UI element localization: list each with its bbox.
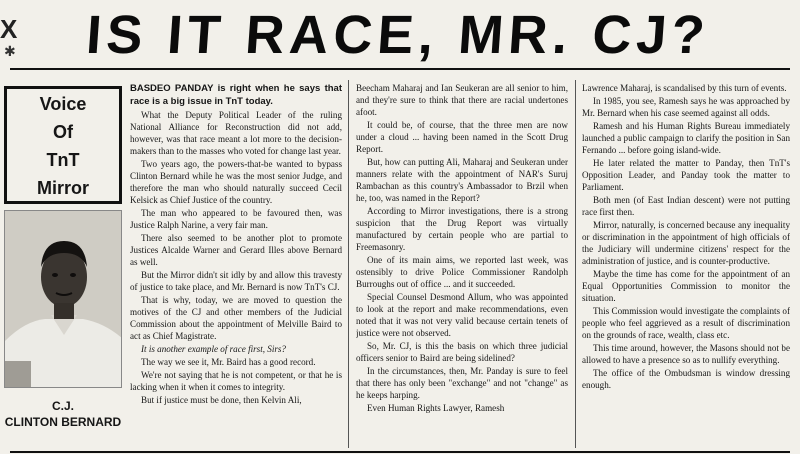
paragraph: Mirror, naturally, is concerned because any inequality or discrimination in the appointment of high officials of the Judiciary will undermine citizens' respect for the administration of justice, and is counter-productive. (582, 220, 790, 266)
paragraph: The man who appeared to be favoured then, was Justice Ralph Narine, a very fair man. (130, 208, 342, 230)
article-column-3 (582, 82, 790, 450)
portrait-illustration (5, 211, 122, 388)
page-headline: IS IT RACE, MR. CJ? (84, 5, 712, 65)
bottom-rule (10, 451, 790, 453)
caption-line-1: C.J. (51, 399, 74, 413)
article-column-2 (356, 82, 568, 450)
paragraph: The office of the Ombudsman is window dressing enough. (582, 368, 790, 390)
paragraph: Both men (of East Indian descent) were not putting race first then. (582, 195, 790, 217)
caption-line-2: CLINTON BERNARD (4, 415, 122, 429)
star-icon: ✱ (4, 44, 16, 60)
paragraph: That is why, today, we are moved to question the motives of the CJ and other members of the Judicial Commission about the appointment of Melville Baird to act as Chief Magistrate. (130, 295, 342, 341)
lead-paragraph (130, 82, 342, 108)
paragraph: What the Deputy Political Leader of the ruling National Alliance for Reconstruction did not add, however, was that race meant a lot more to the decision-makers than to the masses who voted for change last year. (130, 110, 342, 156)
column-divider (575, 80, 576, 448)
headline-rule (10, 68, 790, 70)
italic-paragraph: It is another example of race first, Sirs? (141, 344, 286, 354)
paragraph: We're not saying that he is not competent, or that he is lacking when it when it comes to integrity. (130, 370, 342, 392)
paragraph: In the circumstances, then, Mr. Panday is sure to feel that there has only been "exchange" and not "change" as he keeps harping. (356, 366, 568, 400)
paragraph: One of its main aims, we reported last week, was ostensibly to drive Police Commissioner Randolph Burroughs out of office ... and it succeeded. (356, 255, 568, 289)
paragraph: In 1985, you see, Ramesh says he was approached by Mr. Bernard when his case seemed against all odds. (582, 96, 790, 118)
paragraph: But, how can putting Ali, Maharaj and Seukeran under manners relate with the appointment of NAR's Suruj Rambachan as this country's Ambassador to Brzil when he, too, was named in the Report? (356, 157, 568, 203)
column-title-line-3: TnT (46, 150, 80, 170)
paragraph: But if justice must be done, then Kelvin Ali, (141, 395, 302, 405)
paragraph: Beecham Maharaj and Ian Seukeran are all senior to him, and they're sure to think that there are racial undertones afoot. (356, 83, 568, 117)
column-divider (348, 80, 349, 448)
paragraph: Maybe the time has come for the appointment of an Equal Opportunities Commission to monitor the situation. (582, 269, 790, 303)
column-title-box (4, 86, 122, 204)
lead-caps-text: BASDEO PANDAY is right when he says that race is a big issue in TnT today. (130, 83, 342, 107)
margin-x-mark: X (0, 14, 18, 44)
column-title-line-2: Of (53, 122, 73, 142)
photo-caption (4, 398, 122, 430)
column-title-line-4: Mirror (36, 178, 89, 198)
paragraph: This time around, however, the Masons should not be allowed to have a presence so as to nullify everything. (582, 343, 790, 365)
paragraph: He later related the matter to Panday, then TnT's Opposition Leader, and Panday took the matter to Parliament. (582, 158, 790, 192)
paragraph: Ramesh and his Human Rights Bureau immediately launched a public campaign to clarify the position in San Fernando ... before going island-wide. (582, 121, 790, 155)
paragraph: Special Counsel Desmond Allum, who was appointed to look at the report and make recommendations, even noted that it was not very valid because certain tenets of justice were not observed. (356, 292, 568, 338)
portrait-photo (4, 210, 122, 388)
paragraph: Lawrence Maharaj, is scandalised by this turn of events. (582, 83, 787, 93)
paragraph: This Commission would investigate the complaints of people who feel aggrieved as a result of discrimination on the grounds of race, wealth, class etc. (582, 306, 790, 340)
paragraph: According to Mirror investigations, there is a strong suspicion that the Drug Report was virtually manufactured by certain people who are partial to Freemasonry. (356, 206, 568, 252)
paragraph: There also seemed to be another plot to promote Justices Alcalde Warner and Gerard Illes above Bernard as well. (130, 233, 342, 267)
paragraph: So, Mr. CJ, is this the basis on which three judicial officers senior to Baird are being sidelined? (356, 341, 568, 363)
paragraph: Two years ago, the powers-that-be wanted to bypass Clinton Bernard while he was the most senior Judge, and therefore the man who should naturally succeed Cecil Kelsick as Chief Justice of the country. (130, 159, 342, 205)
article-column-1 (130, 82, 342, 450)
paragraph: Even Human Rights Lawyer, Ramesh (367, 403, 505, 413)
column-title-line-1: Voice (39, 94, 87, 114)
paragraph (130, 343, 342, 355)
paragraph: It could be, of course, that the three men are now under a cloud ... having been named in the Scott Drug Report. (356, 120, 568, 154)
paragraph: But the Mirror didn't sit idly by and allow this travesty of justice to take place, and Mr. Bernard is now TnT's CJ. (130, 270, 342, 292)
paragraph: The way we see it, Mr. Baird has a good record. (141, 357, 316, 367)
